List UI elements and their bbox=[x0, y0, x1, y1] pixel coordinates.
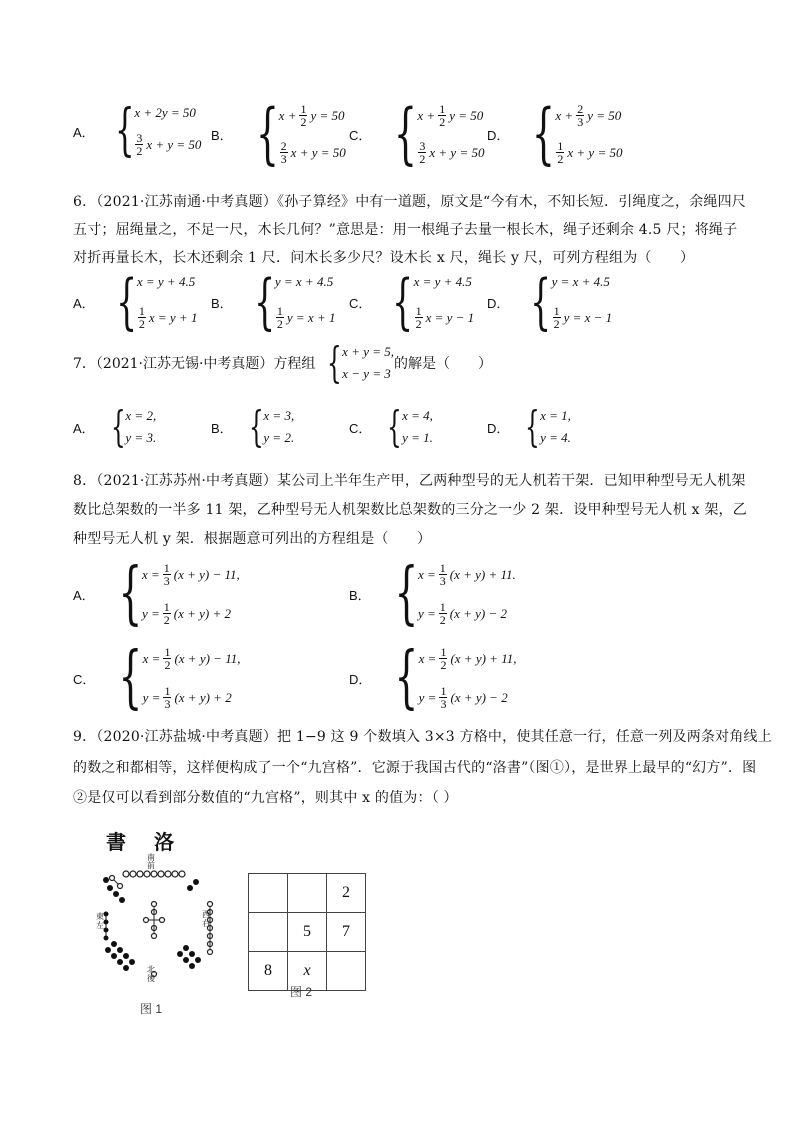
option-label: D． bbox=[487, 127, 510, 143]
eq-part: x + bbox=[417, 107, 436, 123]
brace: { bbox=[114, 98, 135, 163]
brace: { bbox=[394, 554, 418, 633]
option-label: B． bbox=[211, 127, 233, 143]
brace: { bbox=[253, 267, 275, 337]
luoshu-top-label: 南前 bbox=[147, 853, 155, 870]
brace: { bbox=[255, 95, 279, 172]
q8-text-line2: 数比总架数的一半多 11 架，乙种型号无人机架数比总架数的三分之一少 2 架．设甲种型号无人机 x 架，乙 bbox=[73, 502, 747, 518]
numerator: 1 bbox=[163, 561, 170, 575]
option-label: A． bbox=[73, 587, 95, 603]
luoshu-diagram bbox=[96, 822, 226, 1002]
brace: { bbox=[115, 267, 137, 337]
denominator: 2 bbox=[138, 317, 145, 331]
equation: x = 2, bbox=[125, 408, 157, 423]
luoshu-figure bbox=[96, 822, 226, 1022]
numerator: 1 bbox=[163, 600, 170, 614]
denominator: 2 bbox=[164, 658, 171, 672]
brace: { bbox=[118, 554, 142, 633]
eq-part: y = 50 bbox=[449, 107, 484, 123]
numerator: 1 bbox=[553, 304, 560, 318]
eq-part: x = bbox=[142, 650, 161, 666]
q6-option-d[interactable] bbox=[487, 267, 613, 337]
option-label: A． bbox=[73, 420, 95, 436]
denominator: 2 bbox=[136, 144, 143, 158]
grid-cell: x bbox=[288, 952, 327, 991]
option-label: D． bbox=[349, 671, 372, 687]
q6-option-b[interactable] bbox=[211, 267, 336, 337]
nine-square-grid bbox=[248, 873, 366, 991]
q6-text-line3: 对折再量长木，长木还剩余 1 尺．问木长多少尺？设木长 x 尺，绳长 y 尺，可列方程组为（ ） bbox=[73, 250, 695, 266]
numerator: 1 bbox=[439, 102, 446, 116]
equation: x = y + 4.5 bbox=[136, 274, 196, 289]
q7-option-a[interactable] bbox=[73, 402, 157, 451]
numerator: 3 bbox=[419, 139, 426, 153]
equation: y = 3. bbox=[125, 430, 157, 445]
equation: x + y = 50 bbox=[146, 136, 202, 152]
brace: { bbox=[110, 402, 126, 451]
numerator: 3 bbox=[136, 131, 143, 145]
grid-cell: 2 bbox=[327, 874, 366, 913]
denominator: 3 bbox=[577, 115, 584, 129]
brace: { bbox=[327, 338, 343, 387]
denominator: 2 bbox=[163, 613, 170, 627]
q7-question bbox=[73, 338, 493, 387]
option-label: B． bbox=[211, 420, 233, 436]
luoshu-title: 書 洛 bbox=[106, 830, 178, 854]
grid-cell: 8 bbox=[249, 952, 288, 991]
brace: { bbox=[394, 638, 419, 717]
eq-part: y = bbox=[142, 689, 161, 705]
denominator: 2 bbox=[553, 317, 560, 331]
eq-part: y = 50 bbox=[310, 107, 345, 123]
eq-part: x = bbox=[141, 566, 160, 582]
denominator: 3 bbox=[439, 574, 446, 588]
q8-option-c[interactable] bbox=[73, 638, 241, 717]
equation: y = x + 1 bbox=[286, 309, 336, 325]
equation: y = x − 1 bbox=[563, 309, 613, 325]
figure1-caption: 图 1 bbox=[140, 1002, 163, 1016]
brace: { bbox=[118, 638, 143, 717]
eq-part: y = bbox=[417, 605, 436, 621]
eq-part: x = bbox=[417, 566, 436, 582]
q8-option-d[interactable] bbox=[349, 638, 517, 717]
grid-cell: 5 bbox=[288, 913, 327, 952]
q9-text-line3: ②是仅可以看到部分数值的“九宫格”，则其中 x 的值为：（ ） bbox=[73, 790, 458, 806]
equation: y = x + 4.5 bbox=[274, 274, 334, 289]
option-label: C． bbox=[349, 420, 372, 436]
option-label: D． bbox=[487, 295, 510, 311]
eq-part: (x + y) + 11, bbox=[450, 650, 517, 666]
denominator: 2 bbox=[415, 317, 422, 331]
brace: { bbox=[248, 402, 264, 451]
numerator: 1 bbox=[276, 304, 283, 318]
numerator: 1 bbox=[439, 600, 446, 614]
brace: { bbox=[394, 95, 418, 172]
numerator: 1 bbox=[415, 304, 422, 318]
luoshu-left-label: 東左 bbox=[96, 912, 104, 930]
equation: x + y = 50 bbox=[429, 144, 485, 160]
numerator: 1 bbox=[439, 561, 446, 575]
equation: x + 2y = 50 bbox=[134, 105, 196, 120]
numerator: 1 bbox=[164, 684, 171, 698]
denominator: 3 bbox=[440, 697, 447, 711]
denominator: 2 bbox=[419, 152, 426, 166]
equation: y = 2. bbox=[263, 430, 295, 445]
grid-cell bbox=[249, 913, 288, 952]
option-label: C． bbox=[349, 127, 372, 143]
q5-option-c[interactable] bbox=[349, 95, 485, 172]
eq-part: x + bbox=[278, 107, 297, 123]
q8-option-a[interactable] bbox=[73, 554, 240, 633]
brace: { bbox=[532, 95, 556, 172]
eq-part: y = bbox=[141, 605, 160, 621]
grid-cell: 7 bbox=[327, 913, 366, 952]
equation: x − y = 3 bbox=[342, 366, 391, 381]
eq-part: (x + y) + 11. bbox=[449, 566, 516, 582]
numerator: 1 bbox=[300, 102, 307, 116]
q9-text-line2: 的数之和都相等，这样便构成了一个“九宫格”．它源于我国古代的“洛書”（图①），是世界上最早的“幻方”．图 bbox=[73, 760, 757, 776]
equation: y = 1. bbox=[402, 430, 433, 445]
eq-part: y = 50 bbox=[587, 107, 622, 123]
option-label: A． bbox=[73, 124, 95, 140]
eq-part: x + bbox=[555, 107, 574, 123]
q7-option-b[interactable] bbox=[211, 402, 295, 451]
option-label: D． bbox=[487, 420, 510, 436]
denominator: 2 bbox=[439, 115, 446, 129]
option-label: C． bbox=[349, 295, 372, 311]
figure2-caption: 图 2 bbox=[290, 985, 313, 999]
option-label: B． bbox=[349, 587, 371, 603]
denominator: 2 bbox=[440, 658, 447, 672]
denominator: 3 bbox=[164, 697, 171, 711]
grid-row bbox=[249, 913, 366, 952]
q8-text-line3: 种型号无人机 y 架．根据题意可列出的方程组是（ ） bbox=[73, 531, 432, 547]
eq-part: x = bbox=[418, 650, 437, 666]
q7-text-pre: 7．（2021·江苏无锡·中考真题）方程组 bbox=[73, 356, 316, 372]
denominator: 2 bbox=[439, 613, 446, 627]
numerator: 2 bbox=[577, 102, 584, 116]
q7-option-d[interactable] bbox=[487, 402, 571, 451]
grid-cell bbox=[327, 952, 366, 991]
eq-part: (x + y) − 2 bbox=[449, 605, 507, 621]
grid-row bbox=[249, 874, 366, 913]
eq-part: (x + y) − 11, bbox=[174, 650, 241, 666]
eq-part: y = bbox=[418, 689, 437, 705]
numerator: 2 bbox=[280, 139, 287, 153]
q5-option-a[interactable] bbox=[73, 98, 202, 163]
equation: y = x + 4.5 bbox=[551, 274, 610, 289]
q7-text-post: 的解是（ ） bbox=[394, 356, 493, 372]
numerator: 1 bbox=[440, 684, 447, 698]
q6-text-line1: 6．（2021·江苏南通·中考真题）《孙子算经》中有一道题，原文是“今有木，不知长短．引绳度之，余绳四尺 bbox=[73, 194, 746, 210]
q7-option-c[interactable] bbox=[349, 402, 433, 451]
option-label: B． bbox=[211, 295, 233, 311]
brace: { bbox=[525, 402, 541, 451]
q9-text-line1: 9．（2020·江苏盐城·中考真题）把 1−9 这 9 个数填入 3×3 方格中，使其任意一行，任意一列及两条对角线上 bbox=[73, 729, 772, 745]
numerator: 1 bbox=[164, 645, 171, 659]
equation: x = 4, bbox=[402, 408, 433, 423]
grid-cell bbox=[249, 874, 288, 913]
equation: x = y + 1 bbox=[148, 309, 198, 325]
q6-option-c[interactable] bbox=[349, 267, 475, 337]
luoshu-right-label: 西右 bbox=[202, 910, 210, 928]
option-label: A． bbox=[73, 295, 95, 311]
eq-part: (x + y) + 2 bbox=[173, 605, 231, 621]
eq-part: (x + y) − 2 bbox=[450, 689, 508, 705]
equation: x = y − 1 bbox=[425, 309, 475, 325]
equation: x = 1, bbox=[540, 408, 571, 423]
equation: x = y + 4.5 bbox=[413, 274, 472, 289]
denominator: 2 bbox=[276, 317, 283, 331]
denominator: 2 bbox=[557, 152, 564, 166]
denominator: 2 bbox=[300, 115, 307, 129]
q5-option-b[interactable] bbox=[211, 95, 346, 172]
denominator: 3 bbox=[163, 574, 170, 588]
denominator: 3 bbox=[280, 152, 287, 166]
brace: { bbox=[387, 402, 403, 451]
q8-text-line1: 8．（2021·江苏苏州·中考真题）某公司上半年生产甲，乙两种型号的无人机若干架．已知甲种型号无人机架 bbox=[73, 473, 746, 489]
eq-part: (x + y) + 2 bbox=[174, 689, 232, 705]
equation: x + y = 5, bbox=[342, 344, 395, 359]
q5-option-d[interactable] bbox=[487, 95, 623, 172]
equation: x = 3, bbox=[263, 408, 295, 423]
grid-cell bbox=[288, 874, 327, 913]
numerator: 1 bbox=[557, 139, 564, 153]
equation: x + y = 50 bbox=[290, 144, 346, 160]
numerator: 1 bbox=[138, 304, 145, 318]
equation: y = 4. bbox=[540, 430, 571, 445]
q8-option-b[interactable] bbox=[349, 554, 516, 633]
brace: { bbox=[392, 267, 414, 337]
luoshu-bottom-label: 北後 bbox=[147, 965, 155, 983]
eq-part: (x + y) − 11, bbox=[173, 566, 240, 582]
equation: x + y = 50 bbox=[567, 144, 623, 160]
numerator: 1 bbox=[440, 645, 447, 659]
q6-text-line2: 五寸；屈绳量之，不足一尺，木长几何？”意思是：用一根绳子去量一根长木，绳子还剩余 4.5 尺；将绳子 bbox=[73, 222, 738, 238]
option-label: C． bbox=[73, 671, 96, 687]
brace: { bbox=[530, 267, 552, 337]
q6-option-a[interactable] bbox=[73, 267, 198, 337]
